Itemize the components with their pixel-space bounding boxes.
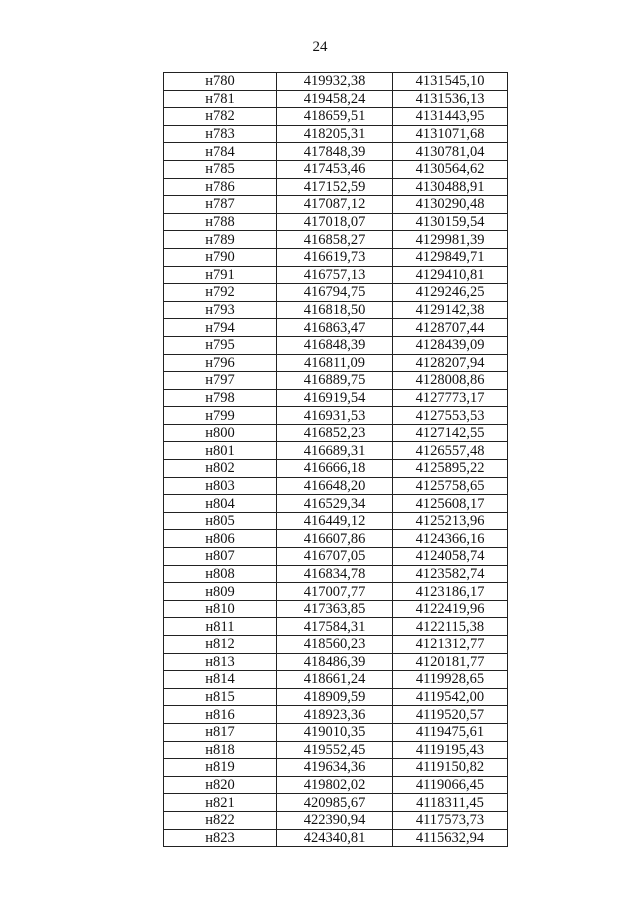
coordinates-table: [163, 72, 508, 847]
table-row: [164, 794, 508, 812]
point-label-cell: н790: [164, 248, 277, 266]
table-row: [164, 512, 508, 530]
x-coordinate-cell: 416863,47: [277, 319, 393, 337]
y-coordinate-cell: 4125758,65: [393, 477, 508, 495]
point-label-cell: н802: [164, 460, 277, 478]
y-coordinate-cell: 4121312,77: [393, 636, 508, 654]
point-label-cell: н799: [164, 407, 277, 425]
table-row: [164, 389, 508, 407]
x-coordinate-cell: 419458,24: [277, 90, 393, 108]
x-coordinate-cell: 422390,94: [277, 811, 393, 829]
y-coordinate-cell: 4120181,77: [393, 653, 508, 671]
point-label-cell: н787: [164, 196, 277, 214]
point-label-cell: н783: [164, 125, 277, 143]
x-coordinate-cell: 420985,67: [277, 794, 393, 812]
table-row: [164, 706, 508, 724]
x-coordinate-cell: 416619,73: [277, 248, 393, 266]
table-row: [164, 741, 508, 759]
point-label-cell: н821: [164, 794, 277, 812]
table-row: [164, 671, 508, 689]
x-coordinate-cell: 416449,12: [277, 512, 393, 530]
point-label-cell: н818: [164, 741, 277, 759]
point-label-cell: н789: [164, 231, 277, 249]
x-coordinate-cell: 416607,86: [277, 530, 393, 548]
x-coordinate-cell: 416757,13: [277, 266, 393, 284]
point-label-cell: н786: [164, 178, 277, 196]
table-row: [164, 336, 508, 354]
y-coordinate-cell: 4122419,96: [393, 600, 508, 618]
point-label-cell: н781: [164, 90, 277, 108]
x-coordinate-cell: 417007,77: [277, 583, 393, 601]
table-row: [164, 248, 508, 266]
point-label-cell: н807: [164, 548, 277, 566]
table-row: [164, 829, 508, 847]
y-coordinate-cell: 4131443,95: [393, 108, 508, 126]
x-coordinate-cell: 416931,53: [277, 407, 393, 425]
point-label-cell: н800: [164, 424, 277, 442]
point-label-cell: н785: [164, 160, 277, 178]
y-coordinate-cell: 4128207,94: [393, 354, 508, 372]
x-coordinate-cell: 418923,36: [277, 706, 393, 724]
table-row: [164, 600, 508, 618]
x-coordinate-cell: 419010,35: [277, 723, 393, 741]
point-label-cell: н794: [164, 319, 277, 337]
x-coordinate-cell: 424340,81: [277, 829, 393, 847]
table-row: [164, 213, 508, 231]
x-coordinate-cell: 418486,39: [277, 653, 393, 671]
table-row: [164, 266, 508, 284]
table-row: [164, 548, 508, 566]
y-coordinate-cell: 4119928,65: [393, 671, 508, 689]
x-coordinate-cell: 418661,24: [277, 671, 393, 689]
x-coordinate-cell: 416834,78: [277, 565, 393, 583]
table-row: [164, 442, 508, 460]
x-coordinate-cell: 418659,51: [277, 108, 393, 126]
point-label-cell: н795: [164, 336, 277, 354]
y-coordinate-cell: 4130290,48: [393, 196, 508, 214]
table-row: [164, 196, 508, 214]
table-row: [164, 460, 508, 478]
point-label-cell: н817: [164, 723, 277, 741]
point-label-cell: н806: [164, 530, 277, 548]
x-coordinate-cell: 416889,75: [277, 372, 393, 390]
table-row: [164, 565, 508, 583]
table-row: [164, 618, 508, 636]
table-row: [164, 688, 508, 706]
x-coordinate-cell: 417363,85: [277, 600, 393, 618]
x-coordinate-cell: 416707,05: [277, 548, 393, 566]
y-coordinate-cell: 4128439,09: [393, 336, 508, 354]
table-row: [164, 178, 508, 196]
y-coordinate-cell: 4119195,43: [393, 741, 508, 759]
point-label-cell: н793: [164, 301, 277, 319]
x-coordinate-cell: 416648,20: [277, 477, 393, 495]
point-label-cell: н816: [164, 706, 277, 724]
table-row: [164, 776, 508, 794]
point-label-cell: н796: [164, 354, 277, 372]
point-label-cell: н792: [164, 284, 277, 302]
point-label-cell: н809: [164, 583, 277, 601]
point-label-cell: н784: [164, 143, 277, 161]
table-row: [164, 583, 508, 601]
y-coordinate-cell: 4127773,17: [393, 389, 508, 407]
point-label-cell: н820: [164, 776, 277, 794]
y-coordinate-cell: 4131071,68: [393, 125, 508, 143]
table-row: [164, 530, 508, 548]
x-coordinate-cell: 418909,59: [277, 688, 393, 706]
x-coordinate-cell: 416848,39: [277, 336, 393, 354]
table-row: [164, 424, 508, 442]
table-row: [164, 125, 508, 143]
y-coordinate-cell: 4131536,13: [393, 90, 508, 108]
point-label-cell: н791: [164, 266, 277, 284]
point-label-cell: н782: [164, 108, 277, 126]
point-label-cell: н798: [164, 389, 277, 407]
x-coordinate-cell: 419634,36: [277, 759, 393, 777]
table-row: [164, 231, 508, 249]
y-coordinate-cell: 4129246,25: [393, 284, 508, 302]
y-coordinate-cell: 4125608,17: [393, 495, 508, 513]
point-label-cell: н797: [164, 372, 277, 390]
table-row: [164, 407, 508, 425]
x-coordinate-cell: 417848,39: [277, 143, 393, 161]
table-row: [164, 723, 508, 741]
table-row: [164, 301, 508, 319]
x-coordinate-cell: 417152,59: [277, 178, 393, 196]
x-coordinate-cell: 416794,75: [277, 284, 393, 302]
x-coordinate-cell: 419552,45: [277, 741, 393, 759]
x-coordinate-cell: 416852,23: [277, 424, 393, 442]
table-row: [164, 636, 508, 654]
x-coordinate-cell: 416689,31: [277, 442, 393, 460]
point-label-cell: н805: [164, 512, 277, 530]
table-row: [164, 143, 508, 161]
y-coordinate-cell: 4128008,86: [393, 372, 508, 390]
y-coordinate-cell: 4117573,73: [393, 811, 508, 829]
table-row: [164, 354, 508, 372]
point-label-cell: н811: [164, 618, 277, 636]
y-coordinate-cell: 4130781,04: [393, 143, 508, 161]
point-label-cell: н780: [164, 73, 277, 91]
table-row: [164, 811, 508, 829]
point-label-cell: н810: [164, 600, 277, 618]
point-label-cell: н823: [164, 829, 277, 847]
y-coordinate-cell: 4118311,45: [393, 794, 508, 812]
table-row: [164, 495, 508, 513]
x-coordinate-cell: 418205,31: [277, 125, 393, 143]
table-row: [164, 160, 508, 178]
y-coordinate-cell: 4119475,61: [393, 723, 508, 741]
y-coordinate-cell: 4119542,00: [393, 688, 508, 706]
y-coordinate-cell: 4123186,17: [393, 583, 508, 601]
y-coordinate-cell: 4126557,48: [393, 442, 508, 460]
y-coordinate-cell: 4124058,74: [393, 548, 508, 566]
y-coordinate-cell: 4119066,45: [393, 776, 508, 794]
x-coordinate-cell: 416529,34: [277, 495, 393, 513]
y-coordinate-cell: 4130488,91: [393, 178, 508, 196]
y-coordinate-cell: 4129981,39: [393, 231, 508, 249]
table-row: [164, 372, 508, 390]
point-label-cell: н812: [164, 636, 277, 654]
table-row: [164, 477, 508, 495]
point-label-cell: н815: [164, 688, 277, 706]
y-coordinate-cell: 4125895,22: [393, 460, 508, 478]
point-label-cell: н788: [164, 213, 277, 231]
y-coordinate-cell: 4123582,74: [393, 565, 508, 583]
point-label-cell: н801: [164, 442, 277, 460]
y-coordinate-cell: 4131545,10: [393, 73, 508, 91]
x-coordinate-cell: 416818,50: [277, 301, 393, 319]
x-coordinate-cell: 416858,27: [277, 231, 393, 249]
table-row: [164, 759, 508, 777]
x-coordinate-cell: 419802,02: [277, 776, 393, 794]
point-label-cell: н803: [164, 477, 277, 495]
point-label-cell: н814: [164, 671, 277, 689]
y-coordinate-cell: 4125213,96: [393, 512, 508, 530]
x-coordinate-cell: 416811,09: [277, 354, 393, 372]
y-coordinate-cell: 4129142,38: [393, 301, 508, 319]
y-coordinate-cell: 4115632,94: [393, 829, 508, 847]
y-coordinate-cell: 4127553,53: [393, 407, 508, 425]
point-label-cell: н804: [164, 495, 277, 513]
point-label-cell: н808: [164, 565, 277, 583]
x-coordinate-cell: 417453,46: [277, 160, 393, 178]
x-coordinate-cell: 419932,38: [277, 73, 393, 91]
page-number: 24: [312, 39, 328, 55]
y-coordinate-cell: 4119150,82: [393, 759, 508, 777]
coordinates-table-body: [164, 73, 508, 847]
table-row: [164, 90, 508, 108]
y-coordinate-cell: 4129410,81: [393, 266, 508, 284]
table-row: [164, 319, 508, 337]
y-coordinate-cell: 4130159,54: [393, 213, 508, 231]
table-row: [164, 73, 508, 91]
table-row: [164, 108, 508, 126]
x-coordinate-cell: 416919,54: [277, 389, 393, 407]
y-coordinate-cell: 4129849,71: [393, 248, 508, 266]
y-coordinate-cell: 4128707,44: [393, 319, 508, 337]
x-coordinate-cell: 416666,18: [277, 460, 393, 478]
x-coordinate-cell: 417087,12: [277, 196, 393, 214]
x-coordinate-cell: 417018,07: [277, 213, 393, 231]
x-coordinate-cell: 417584,31: [277, 618, 393, 636]
y-coordinate-cell: 4130564,62: [393, 160, 508, 178]
table-row: [164, 653, 508, 671]
point-label-cell: н819: [164, 759, 277, 777]
y-coordinate-cell: 4122115,38: [393, 618, 508, 636]
table-row: [164, 284, 508, 302]
y-coordinate-cell: 4127142,55: [393, 424, 508, 442]
y-coordinate-cell: 4119520,57: [393, 706, 508, 724]
y-coordinate-cell: 4124366,16: [393, 530, 508, 548]
point-label-cell: н822: [164, 811, 277, 829]
x-coordinate-cell: 418560,23: [277, 636, 393, 654]
point-label-cell: н813: [164, 653, 277, 671]
